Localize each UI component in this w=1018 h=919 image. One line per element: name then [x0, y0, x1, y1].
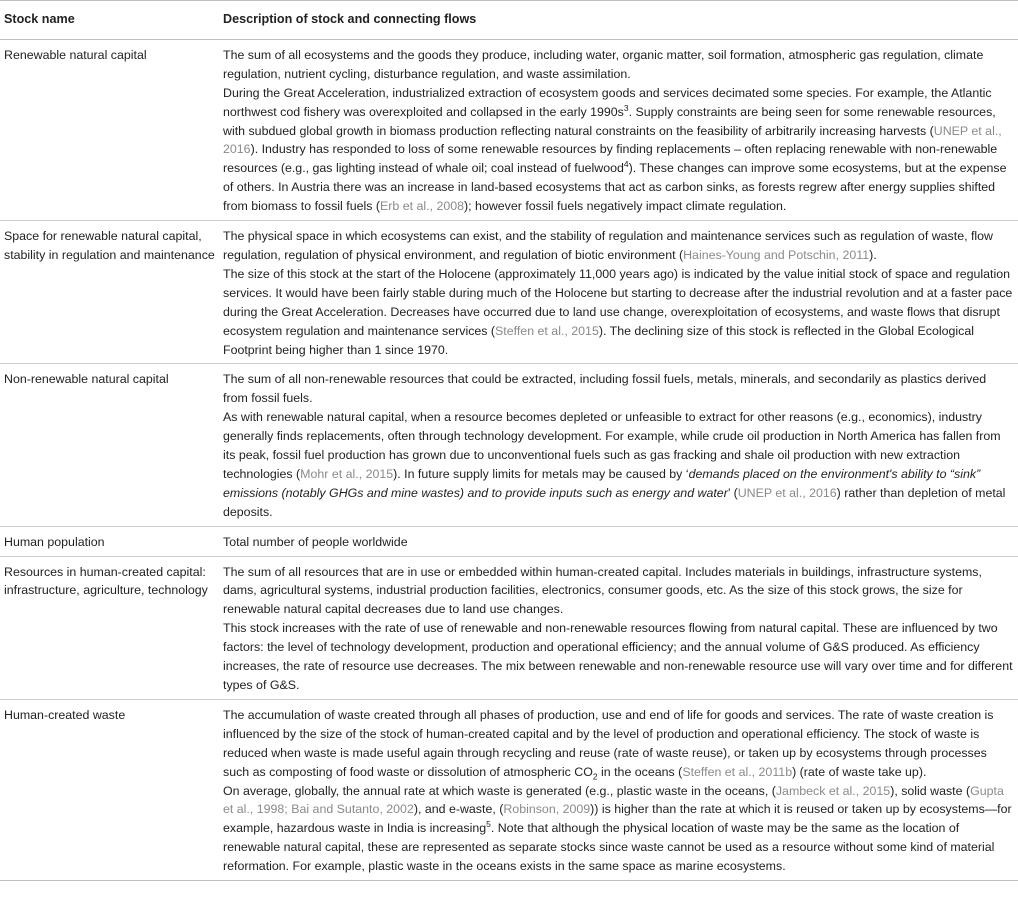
table-row [0, 699, 1018, 880]
text: ) rather than depletion of metal deposits. [223, 485, 1006, 519]
paragraph: The sum of all ecosystems and the goods they produce, including water, organic matter, soil formation, atmospheric gas regulation, climate regulation, nutrient cycling, disturbance regulation, and waste assimilation. [223, 47, 984, 81]
text: ). These changes can improve some ecosystems, but at the expense of others. In Austria there was an increase in land-based ecosystems that act as carbon sinks, as forests regrew after energy supplies shifted from biomass to fossil fuels ( [223, 161, 1007, 214]
stock-description [219, 556, 1018, 699]
text: The accumulation of waste created through all phases of production, use and end of life for goods and services. The rate of waste creation is influenced by the size of the stock of human-created capital and by the level of production and operational efficiency. The stock of waste is reduced when waste is made useful again through recycling and reuse (rate of waste reuse), or taken up by ecosystems through processes such as composting of food waste or dissolution of atmospheric CO [223, 707, 994, 779]
citation-link[interactable]: Steffen et al., 2011b [682, 764, 793, 779]
paragraph [223, 227, 1014, 265]
text: During the Great Acceleration, industrialized extraction of ecosystem goods and services decimated some species. For example, the Atlantic northwest cod fishery was overexploited and collapsed in the early 1990s [223, 85, 992, 119]
stock-name: Resources in human-created capital: infrastructure, agriculture, technology [0, 556, 219, 699]
table-row [0, 526, 1018, 556]
paragraph: The sum of all non-renewable resources that could be extracted, including fossil fuels, metals, minerals, and secondarily as plastics derived from fossil fuels. [223, 372, 987, 406]
text: On average, globally, the annual rate at which waste is generated (e.g., plastic waste in the oceans, ( [223, 783, 776, 798]
text: ); however fossil fuels negatively impact climate regulation. [464, 199, 787, 214]
text: As with renewable natural capital, when a resource becomes depleted or unfeasible to extract for other reasons (e.g., economics), industry generally finds replacements, often through technology development. For example, while crude oil production in North America has fallen from its peak, fossil fuel production has grown due to unconventional fuels such as gas fracking and shale oil production with new extraction technologies ( [223, 410, 1001, 481]
footnote-ref[interactable]: 3 [623, 102, 629, 113]
text: The size of this stock at the start of the Holocene (approximately 11,000 years ago) is indicated by the value initial stock of space and regulation services. It would have been fairly stable during much of the Holocene but starting to decrease after the industrial revolution and at a faster pace during the Great Acceleration. Decreases have occurred due to land use change, overexploitation of ecosystems, and waste flows that disrupt ecosystem regulation and maintenance services ( [223, 266, 1013, 338]
stock-name: Human population [0, 526, 219, 556]
subscript: 2 [592, 771, 598, 782]
table-row [0, 221, 1018, 364]
paragraph [223, 408, 1014, 521]
stock-name: Renewable natural capital [0, 39, 219, 220]
citation-link[interactable]: UNEP et al., 2016 [737, 485, 837, 500]
table-header-row [0, 1, 1018, 40]
paragraph [223, 265, 1014, 360]
stock-name: Non-renewable natural capital [0, 364, 219, 526]
citation-link[interactable]: Erb et al., 2008 [380, 199, 465, 214]
text: The physical space in which ecosystems can exist, and the stability of regulation and maintenance services such as regulation of waste, flow regulation, regulation of physical environment, and regulation of biotic environment ( [223, 229, 993, 262]
citation-link[interactable]: Mohr et al., 2015 [300, 466, 394, 481]
paragraph: This stock increases with the rate of use of renewable and non-renewable resources flowing from natural capital. These are influenced by two factors: the level of technology development, production and operational efficiency; and the annual volume of G&S produced. As efficiency increases, the rate of resource use decreases. The mix between renewable and non-renewable resource use will vary over time and for different types of G&S. [223, 621, 1013, 692]
stock-description [219, 699, 1018, 880]
text: ). Industry has responded to loss of some renewable resources by finding replacements – often replacing renewable with non-renewable resources (e.g., gas lighting instead of whale oil; coal instead of fuelwood [223, 142, 998, 176]
stock-description [219, 364, 1018, 526]
stock-name: Space for renewable natural capital, stability in regulation and maintenance [0, 221, 219, 364]
citation-link[interactable]: Haines-Young and Potschin, 2011 [683, 247, 870, 262]
text: . Note that although the physical location of waste may be the same as the location of renewable natural capital, these are represented as separate stocks since waste cannot be used as a resource without some kind of material reformation. For example, plastic waste in the oceans exists in the same space as marine ecosystems. [223, 821, 995, 874]
text: . Supply constraints are being seen for some renewable resources, with subdued global growth in biomass production reflecting natural constraints on the feasibility of arbitrarily increasing harvests ( [223, 104, 996, 138]
paragraph [223, 782, 1014, 877]
citation-link[interactable]: UNEP et al., 2016 [223, 123, 1002, 157]
table-row [0, 364, 1018, 526]
header-description: Description of stock and connecting flows [219, 1, 1018, 40]
stock-description [219, 526, 1018, 556]
header-stock-name: Stock name [0, 1, 219, 40]
text: )) is higher than the rate at which it is reused or taken up by ecosystems—for example, hazardous waste in India is increasing [223, 802, 1012, 836]
citation-link[interactable]: Jambeck et al., 2015 [775, 783, 891, 798]
text: ). In future supply limits for metals may be caused by ‘ [393, 466, 689, 481]
text: ). The declining size of this stock is reflected in the Global Ecological Footprint being higher than 1 since 1970. [223, 323, 974, 357]
text: ), and e-waste, ( [413, 802, 504, 817]
citation-link[interactable]: Robinson, 2009 [503, 802, 591, 817]
paragraph [223, 706, 1014, 782]
footnote-ref[interactable]: 4 [623, 159, 629, 170]
citation-link[interactable]: Gupta et al., 1998; Bai and Sutanto, 2002 [223, 783, 1004, 817]
paragraph: Total number of people worldwide [223, 534, 408, 549]
text: in the oceans ( [597, 764, 683, 779]
text: ) (rate of waste take up). [792, 764, 927, 779]
citation-link[interactable]: Steffen et al., 2015 [495, 323, 599, 338]
quoted-text: demands placed on the environment's ability to “sink” emissions (notably GHGs and mine wastes) and to provide inputs such as energy and water [223, 466, 981, 500]
stock-description [219, 221, 1018, 364]
footnote-ref[interactable]: 5 [486, 819, 491, 830]
table-row [0, 39, 1018, 220]
paragraph: The sum of all resources that are in use or embedded within human-created capital. Includes materials in buildings, infrastructure systems, dams, agricultural systems, industrial production facilities, electronics, consumer goods, etc. As the size of this stock grows, the size for renewable natural capital decreases due to land use changes. [223, 564, 982, 617]
text: ), solid waste ( [890, 783, 971, 798]
paragraph [223, 84, 1014, 216]
text: ). [869, 247, 877, 262]
table-row [0, 556, 1018, 699]
text: ’ ( [727, 485, 738, 500]
stock-name: Human-created waste [0, 699, 219, 880]
stock-description [219, 39, 1018, 220]
